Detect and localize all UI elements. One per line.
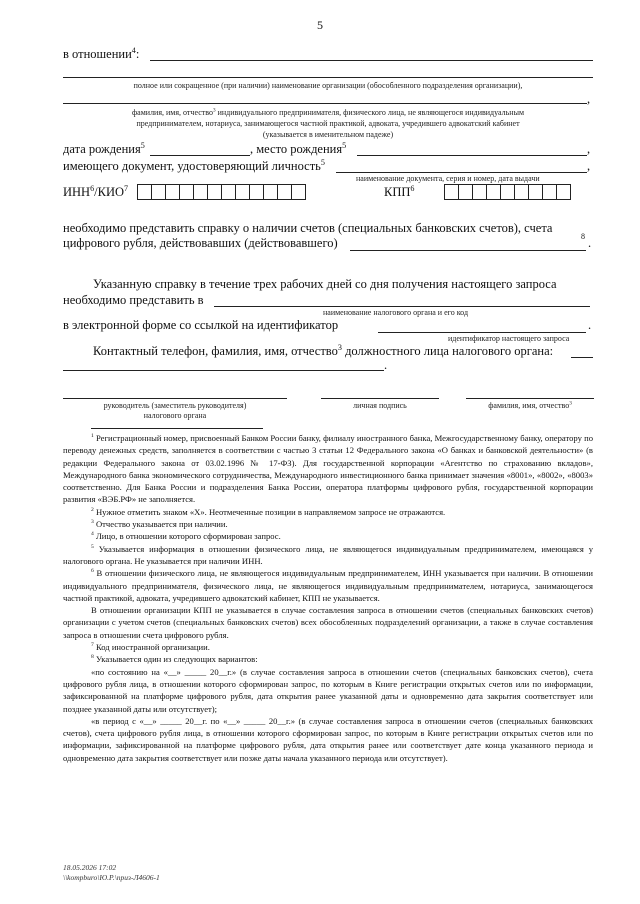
footnote-3: $^3$ Отчество указывается при наличии. [91,519,228,530]
person-caption-3: (указывается в именительном падеже) [262,130,394,139]
inn-cell[interactable] [235,184,250,200]
request-id-field[interactable] [378,332,586,333]
kpp-cells[interactable] [444,184,570,200]
contact-dot: . [384,358,388,372]
kpp-cell[interactable] [514,184,529,200]
footnotes [63,432,593,764]
head-sign-line[interactable] [63,398,287,399]
kpp-cell[interactable] [486,184,501,200]
kpp-label: КПП$^6$ [384,183,415,199]
birth-date-label: дата рождения$^5$ [63,140,145,156]
person-name-field[interactable] [63,103,587,104]
footnote-8: $^8$ Указывается один из следующих вариантов: [91,654,258,665]
inn-cell[interactable] [263,184,278,200]
comma: , [587,92,591,106]
period-note: 8 [581,232,585,241]
period-field[interactable] [350,250,586,251]
birth-place-label: , место рождения$^5$ [250,140,347,156]
person-caption-1: фамилия, имя, отчество$^3$ индивидуального предпринимателя, физического лица, не являющегося индивидуальным [131,107,525,117]
regarding-field[interactable] [150,60,593,61]
contact-field-start[interactable] [571,357,593,358]
footnote-8b: «в период с «__» _____ 20__г. по «__» _____ 20__г.» (в случае составления запроса в отношении счетов (специальных банковских счетов), счета цифрового рубля лица, в отношении которого сформирован запрос, по которым в Книге регистрации открытых счетов или по информации, зафиксированной на платформе цифрового рубля, дата открытия ранее или соответствует дате конца указанного периода и одновременно дата закрытия соответствует или позже даты начала указанного периода или отсутствует). [63,715,593,763]
head-caption-2: налогового органа [143,411,207,420]
comma: , [587,159,591,173]
provide-line-3: в электронной форме со ссылкой на идентификатор [63,318,339,332]
inn-cell[interactable] [221,184,236,200]
id-doc-field[interactable] [336,172,587,173]
org-caption: полное или сокращенное (при наличии) наименование организации (обособленного подразделения организации), [133,81,523,90]
regarding-label: в отношении$^4$: [63,45,140,61]
footnote-1: $^1$ Регистрационный номер, присвоенный Банком России банку, филиалу иностранного банка, Межгосударственному банку, оператору по переводу денежных средств, заполняется в соответствии с частью 3 статьи 12 Федерального закона «О банках и банковской деятельности» (в редакции Федерального закона от 03.02.1996 № 17-ФЗ). Для государственной корпорации «Агентство по страхованию вкладов», Международного банка экономического сотрудничества, Международного инвестиционного банка принимает значения «8001», «8002», «8003» соответственно. Для Банка России и подразделения Банка России, оператора платформы цифрового рубля, государственной корпорации развития «ВЭБ.РФ» не заполняется. [63,433,593,505]
contact-field[interactable] [63,370,384,371]
inn-cells[interactable] [137,184,305,200]
footnote-7: $^7$ Код иностранной организации. [91,642,210,653]
inn-cell[interactable] [207,184,222,200]
footnote-2: $^2$ Нужное отметить знаком «Х». Неотмеченные позиции в направляемом запросе не отражаются. [91,506,446,517]
signature-caption: личная подпись [353,401,407,410]
birth-date-field[interactable] [150,155,250,156]
footnote-4: $^4$ Лицо, в отношении которого сформирован запрос. [91,531,281,542]
inn-cell[interactable] [179,184,194,200]
request-id-caption: идентификатор настоящего запроса [448,334,570,343]
tax-authority-caption: наименование налогового органа и его код [323,308,469,317]
provide-line-1: Указанную справку в течение трех рабочих дней со дня получения настоящего запроса [93,277,557,291]
org-name-field[interactable] [63,77,593,78]
inn-cell[interactable] [291,184,306,200]
inn-cell[interactable] [137,184,152,200]
kpp-cell[interactable] [472,184,487,200]
kpp-cell[interactable] [542,184,557,200]
kpp-cell[interactable] [556,184,571,200]
id-doc-label: имеющего документ, удостоверяющий личность$^5$ [63,157,325,173]
print-footer [63,863,160,883]
contact-label: Контактный телефон, фамилия, имя, отчество$^3$ должностного лица налогового органа: [93,342,554,358]
inn-cell[interactable] [193,184,208,200]
fio-sign-line[interactable] [466,398,594,399]
footnote-6b: В отношении организации КПП не указывается в случае составления запроса в отношении счетов (специальных банковских счетов) организации с учетом счетов (специальных банковских счетов) всех обособленных подразделений организации, а также в случае составления запроса в отношении счета цифрового рубля. [63,605,593,640]
request-line-2: цифрового рубля, действовавших (действовавшего) [63,236,338,250]
inn-cell[interactable] [165,184,180,200]
head-caption-1: руководитель (заместитель руководителя) [103,401,247,410]
kpp-cell[interactable] [458,184,473,200]
tax-authority-field[interactable] [214,306,590,307]
signature-line[interactable] [321,398,439,399]
id-doc-caption: наименование документа, серия и номер, дата выдачи [356,174,540,183]
inn-kio-label: ИНН$^6$/КИО$^7$ [63,183,129,199]
print-path: \\kompburo\Ю.Р.\приз-Л4606-1 [63,873,160,882]
footnote-8a: «по состоянию на «__» _____ 20__г.» (в случае составления запроса в отношении счетов (специальных банковских счетов), счета цифрового рубля лица, в отношении которого сформирован запрос, по которым в Книге регистрации открытых счетов или по информации, зафиксированной на платформе цифрового рубля, дата открытия ранее указанной даты и одновременно дата закрытия соответствует или позднее указанной даты или отсутствует); [63,666,593,714]
footnote-6: $^6$ В отношении физического лица, не являющегося индивидуальным предпринимателем, ИНН указывается при наличии. В отношении индивидуального предпринимателя, физического лица, не являющегося индивидуальным предпринимателем, нотариуса, занимающегося частной практикой, адвоката, учредившего адвокатский кабинет, КПП не указывается. [63,568,593,603]
comma: , [587,142,591,156]
kpp-cell[interactable] [528,184,543,200]
period-dot: . [588,236,592,250]
request-line-1: необходимо представить справку о наличии счетов (специальных банковских счетов), счета [63,221,553,235]
fio-caption: фамилия, имя, отчество$^3$ [488,400,572,410]
footnote-5: $^5$ Указывается информация в отношении физического лица, не являющегося индивидуальным предпринимателем, имеющаяся у налогового органа. Не указывается при наличии ИНН. [63,543,593,566]
person-caption-2: предпринимателем, нотариуса, занимающегося частной практикой, адвоката, учредившего адвокатский кабинет [136,119,520,128]
page-number: 5 [317,18,323,32]
inn-cell[interactable] [151,184,166,200]
birth-place-field[interactable] [357,155,587,156]
inn-cell[interactable] [249,184,264,200]
print-date: 18.05.2026 17:02 [63,863,117,872]
kpp-cell[interactable] [444,184,459,200]
id-dot: . [588,318,592,332]
footnote-separator [91,428,263,429]
inn-cell[interactable] [277,184,292,200]
provide-line-2: необходимо представить в [63,293,204,307]
kpp-cell[interactable] [500,184,515,200]
